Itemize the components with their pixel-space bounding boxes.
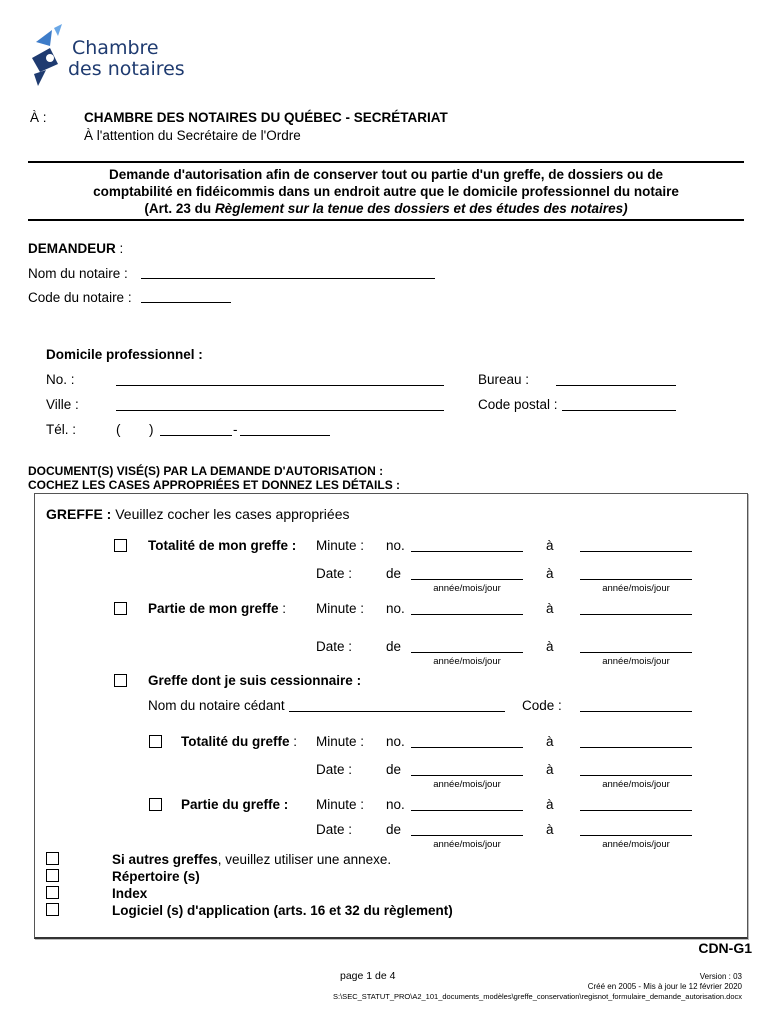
logo-line1: Chambre bbox=[72, 37, 159, 59]
logo-mark-icon bbox=[28, 24, 70, 88]
cession-greffe-label: Greffe dont je suis cessionnaire : bbox=[148, 673, 362, 688]
cession-greffe-checkbox[interactable] bbox=[114, 674, 127, 687]
repertoire-label: Répertoire (s) bbox=[112, 869, 200, 884]
partial-my-greffe-label bbox=[148, 601, 286, 616]
date-from-field-2[interactable] bbox=[411, 652, 523, 653]
total-my-greffe-checkbox[interactable] bbox=[114, 539, 127, 552]
no-label-4: no. bbox=[386, 797, 405, 812]
page-number: page 1 de 4 bbox=[340, 970, 396, 982]
de-label-2: de bbox=[386, 639, 402, 654]
created-updated: Créé en 2005 - Mis à jour le 12 février 2020 bbox=[587, 982, 742, 991]
logo bbox=[28, 24, 188, 90]
software-label: Logiciel (s) d'application (arts. 16 et 32 du règlement) bbox=[112, 903, 453, 918]
no-label-3: no. bbox=[386, 734, 405, 749]
index-checkbox[interactable] bbox=[46, 886, 59, 899]
file-path: S:\SEC_STATUT_PRO\A2_101_documents_modèles\greffe_conservation\regisnot_formulaire_demande_autorisation.docx bbox=[333, 992, 742, 1001]
tel-paren-close: ) bbox=[149, 422, 154, 437]
requester-heading bbox=[28, 241, 123, 256]
title-top-rule bbox=[28, 161, 744, 163]
to-label: À : bbox=[30, 110, 47, 125]
form-code: CDN-G1 bbox=[698, 940, 752, 956]
title-bottom-rule bbox=[28, 219, 744, 221]
tel-prefix-field[interactable] bbox=[160, 435, 232, 436]
date-format-3b: année/mois/jour bbox=[602, 779, 670, 790]
partial-my-greffe-text: Partie de mon greffe bbox=[148, 601, 279, 616]
city-label: Ville : bbox=[46, 397, 79, 412]
date-to-field-4[interactable] bbox=[580, 835, 692, 836]
minute-to-field-2[interactable] bbox=[580, 614, 692, 615]
notary-name-label: Nom du notaire : bbox=[28, 266, 128, 281]
minute-from-field-4[interactable] bbox=[411, 810, 523, 811]
partial-my-greffe-checkbox[interactable] bbox=[114, 602, 127, 615]
date-format-4a: année/mois/jour bbox=[433, 839, 501, 850]
partial-greffe-label: Partie du greffe : bbox=[181, 797, 289, 812]
total-my-greffe-label: Totalité de mon greffe : bbox=[148, 538, 297, 553]
minute-to-field-3[interactable] bbox=[580, 747, 692, 748]
city-field[interactable] bbox=[116, 410, 444, 411]
partial-greffe-checkbox[interactable] bbox=[149, 798, 162, 811]
other-greffes-suffix: , veuillez utiliser une annexe. bbox=[217, 852, 392, 867]
ceding-notary-label: Nom du notaire cédant bbox=[148, 698, 285, 713]
date-format-2b: année/mois/jour bbox=[602, 656, 670, 667]
date-from-field-1[interactable] bbox=[411, 579, 523, 580]
domicile-heading: Domicile professionnel : bbox=[46, 347, 203, 362]
no-label-1: no. bbox=[386, 538, 405, 553]
title-line3-italic: Règlement sur la tenue des dossiers et des études des notaires) bbox=[214, 201, 628, 216]
partial-my-greffe-suffix: : bbox=[278, 601, 287, 616]
minute-to-field-1[interactable] bbox=[580, 551, 692, 552]
minute-from-field-3[interactable] bbox=[411, 747, 523, 748]
a-label-4: à bbox=[546, 797, 554, 812]
title-line2: comptabilité en fidéicommis dans un endroit autre que le domicile professionnel du notaire bbox=[93, 184, 679, 199]
minute-to-field-4[interactable] bbox=[580, 810, 692, 811]
total-greffe-label bbox=[181, 734, 297, 749]
date-label-4: Date : bbox=[316, 822, 353, 837]
date-format-4b: année/mois/jour bbox=[602, 839, 670, 850]
other-greffes-text: Si autres greffes bbox=[112, 852, 218, 867]
a-label-4b: à bbox=[546, 822, 554, 837]
tel-suffix-field[interactable] bbox=[240, 435, 330, 436]
greffe-heading-text: GREFFE : bbox=[46, 506, 112, 522]
notary-code-field[interactable] bbox=[141, 302, 231, 303]
requester-heading-text: DEMANDEUR bbox=[28, 241, 116, 256]
date-label-2: Date : bbox=[316, 639, 353, 654]
attention-line: À l'attention du Secrétaire de l'Ordre bbox=[84, 128, 301, 143]
date-label-1: Date : bbox=[316, 566, 353, 581]
a-label-2: à bbox=[546, 601, 554, 616]
ceding-code-label: Code : bbox=[522, 698, 562, 713]
postal-field[interactable] bbox=[562, 410, 676, 411]
date-to-field-2[interactable] bbox=[580, 652, 692, 653]
notary-code-label: Code du notaire : bbox=[28, 290, 132, 305]
other-greffes-label bbox=[112, 852, 391, 867]
domicile-no-field[interactable] bbox=[116, 385, 444, 386]
a-label-2b: à bbox=[546, 639, 554, 654]
date-from-field-4[interactable] bbox=[411, 835, 523, 836]
repertoire-checkbox[interactable] bbox=[46, 869, 59, 882]
minute-label-3: Minute : bbox=[316, 734, 365, 749]
de-label-3: de bbox=[386, 762, 402, 777]
title-line3 bbox=[28, 201, 744, 216]
no-label-2: no. bbox=[386, 601, 405, 616]
recipient: CHAMBRE DES NOTAIRES DU QUÉBEC - SECRÉTARIAT bbox=[84, 110, 448, 125]
other-greffes-checkbox[interactable] bbox=[46, 852, 59, 865]
total-greffe-text: Totalité du greffe bbox=[181, 734, 290, 749]
postal-label: Code postal : bbox=[478, 397, 558, 412]
domicile-no-label: No. : bbox=[46, 372, 75, 387]
de-label-1: de bbox=[386, 566, 402, 581]
minute-label-1: Minute : bbox=[316, 538, 365, 553]
date-format-1b: année/mois/jour bbox=[602, 583, 670, 594]
version: Version : 03 bbox=[699, 972, 742, 981]
ceding-code-field[interactable] bbox=[580, 711, 692, 712]
logo-line2: des notaires bbox=[68, 58, 185, 80]
requester-heading-suffix: : bbox=[115, 241, 124, 256]
greffe-heading-note: Veuillez cocher les cases appropriées bbox=[111, 506, 350, 522]
documents-line2: COCHEZ LES CASES APPROPRIÉES ET DONNEZ LES DÉTAILS : bbox=[28, 478, 401, 492]
date-label-3: Date : bbox=[316, 762, 353, 777]
a-label-3b: à bbox=[546, 762, 554, 777]
date-format-1a: année/mois/jour bbox=[433, 583, 501, 594]
a-label-3: à bbox=[546, 734, 554, 749]
a-label-1b: à bbox=[546, 566, 554, 581]
date-format-2a: année/mois/jour bbox=[433, 656, 501, 667]
minute-label-4: Minute : bbox=[316, 797, 365, 812]
notary-name-field[interactable] bbox=[141, 278, 435, 279]
minute-from-field-2[interactable] bbox=[411, 614, 523, 615]
title-line3-prefix: (Art. 23 du bbox=[144, 201, 215, 216]
documents-line1: DOCUMENT(S) VISÉ(S) PAR LA DEMANDE D'AUTORISATION : bbox=[28, 464, 384, 478]
date-from-field-3[interactable] bbox=[411, 775, 523, 776]
minute-from-field-1[interactable] bbox=[411, 551, 523, 552]
a-label-1: à bbox=[546, 538, 554, 553]
office-label: Bureau : bbox=[478, 372, 530, 387]
de-label-4: de bbox=[386, 822, 402, 837]
title-line1: Demande d'autorisation afin de conserver tout ou partie d'un greffe, de dossiers ou de bbox=[108, 167, 663, 182]
ceding-notary-field[interactable] bbox=[289, 711, 505, 712]
date-to-field-3[interactable] bbox=[580, 775, 692, 776]
greffe-heading bbox=[46, 506, 349, 522]
office-field[interactable] bbox=[556, 385, 676, 386]
date-to-field-1[interactable] bbox=[580, 579, 692, 580]
tel-label: Tél. : bbox=[46, 422, 77, 437]
software-checkbox[interactable] bbox=[46, 903, 59, 916]
index-label: Index bbox=[112, 886, 148, 901]
total-greffe-suffix: : bbox=[289, 734, 298, 749]
total-greffe-checkbox[interactable] bbox=[149, 735, 162, 748]
tel-paren-open: ( bbox=[116, 422, 121, 437]
minute-label-2: Minute : bbox=[316, 601, 365, 616]
date-format-3a: année/mois/jour bbox=[433, 779, 501, 790]
tel-dash: - bbox=[233, 422, 238, 437]
